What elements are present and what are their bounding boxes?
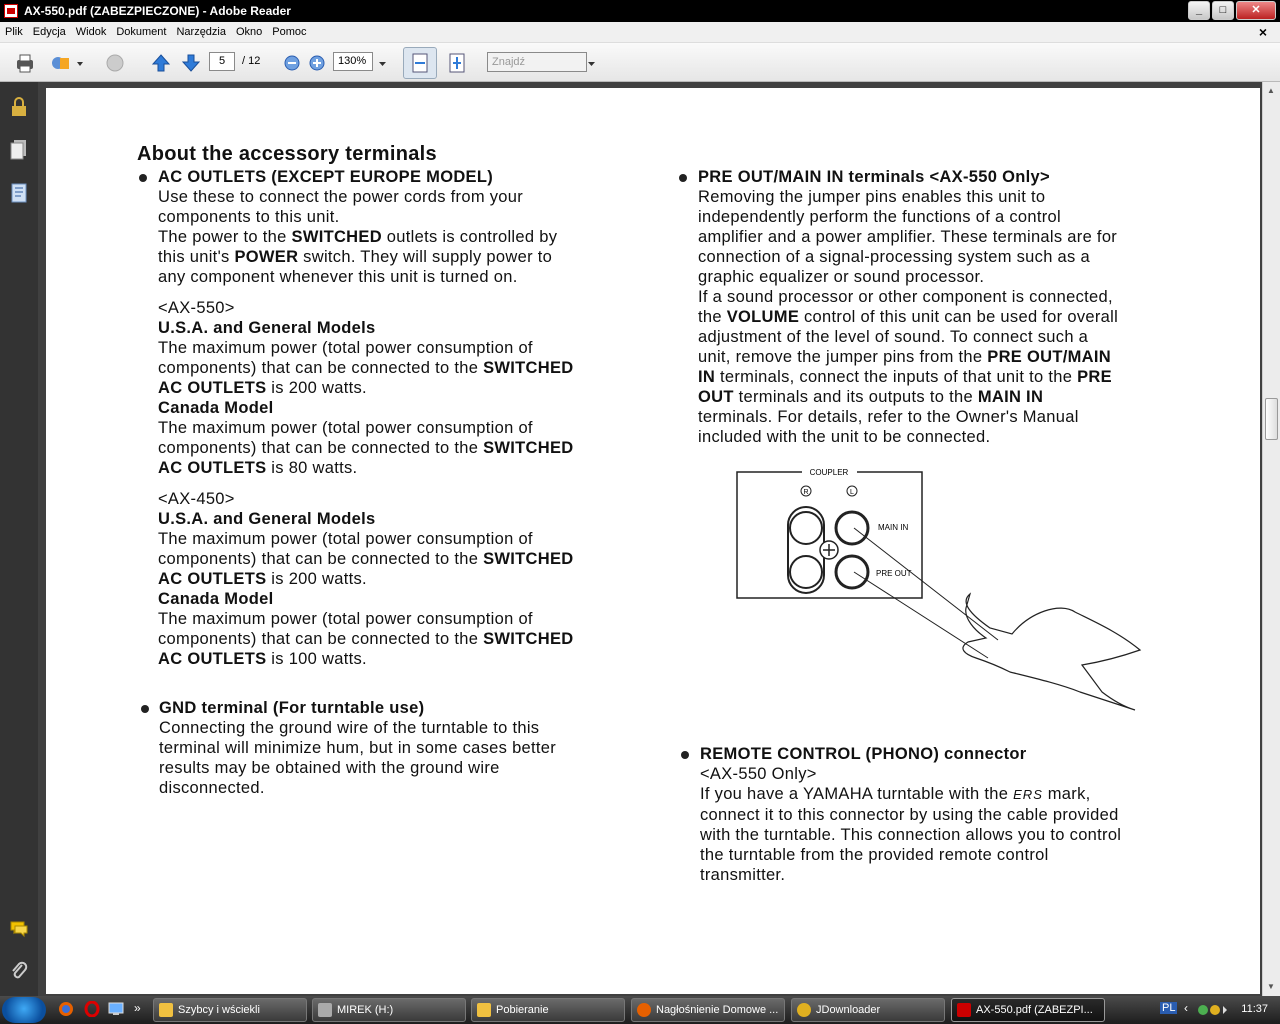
- task-mirek[interactable]: MIREK (H:): [312, 998, 466, 1022]
- tray-icons[interactable]: [1197, 1002, 1231, 1018]
- menu-narzedzia[interactable]: Narzędzia: [176, 26, 226, 38]
- text-line: adjustment of the level of sound. To connect such a: [698, 328, 1089, 346]
- text-line: terminals. For details, refer to the Owner's Manual: [698, 408, 1079, 426]
- firefox-icon: [637, 1003, 651, 1017]
- terminal-diagram: [730, 462, 1170, 712]
- scroll-up-icon[interactable]: ▲: [1267, 86, 1275, 95]
- text-line: amplifier and a power amplifier. These terminals are for: [698, 228, 1118, 246]
- start-button[interactable]: [2, 997, 46, 1023]
- usa-models-label: U.S.A. and General Models: [158, 319, 376, 337]
- scroll-thumb[interactable]: [1265, 398, 1278, 440]
- toolbar: [0, 43, 1280, 82]
- menu-widok[interactable]: Widok: [75, 26, 107, 38]
- text-line: Use these to connect the power cords from your: [158, 188, 524, 206]
- window-title: AX-550.pdf (ZABEZPIECZONE) - Adobe Reader: [24, 4, 291, 18]
- bookmarks-icon[interactable]: [9, 182, 29, 204]
- previous-page-icon[interactable]: [150, 52, 172, 74]
- text-line: Connecting the ground wire of the turntable to this: [159, 719, 540, 737]
- firefox-icon[interactable]: [58, 1001, 74, 1017]
- main-in-label: MAIN IN: [878, 523, 909, 532]
- text-line: The maximum power (total power consumption of: [158, 419, 533, 437]
- text-line: with the turntable. This connection allows you to control: [700, 826, 1122, 844]
- bullet-icon: [139, 174, 147, 182]
- right-channel-label: R: [803, 489, 809, 496]
- zoom-out-icon[interactable]: [284, 52, 300, 74]
- pull-lines: [854, 528, 998, 658]
- zoom-dropdown-icon[interactable]: [378, 52, 388, 74]
- page-number-input[interactable]: 5: [209, 52, 235, 71]
- close-document-button[interactable]: ×: [1258, 24, 1267, 40]
- text-line: The maximum power (total power consumption of: [158, 530, 533, 548]
- text-line: AC OUTLETS is 80 watts.: [158, 459, 358, 477]
- text-line: components) that can be connected to the SWITCHED: [158, 630, 574, 648]
- text-line: The maximum power (total power consumption of: [158, 610, 533, 628]
- canada-model-label: Canada Model: [158, 590, 274, 608]
- pre-out-title: PRE OUT/MAIN IN terminals <AX-550 Only>: [698, 168, 1050, 186]
- tray-expand-icon[interactable]: ‹: [1184, 1001, 1188, 1015]
- pre-out-label: PRE OUT: [876, 569, 912, 578]
- text-line: components) that can be connected to the SWITCHED: [158, 550, 574, 568]
- text-line: connect it to this connector by using the cable provided: [700, 806, 1119, 824]
- text-line: components to this unit.: [158, 208, 340, 226]
- drive-icon: [318, 1003, 332, 1017]
- bullet-icon: [681, 751, 689, 759]
- menu-dokument[interactable]: Dokument: [116, 26, 167, 38]
- quick-launch-overflow[interactable]: »: [134, 1001, 141, 1015]
- fit-width-button[interactable]: [403, 47, 437, 79]
- print-icon[interactable]: [14, 52, 36, 74]
- jack-main-in-r: [790, 512, 822, 544]
- find-dropdown-icon[interactable]: [587, 52, 597, 74]
- zoom-input[interactable]: 130%: [333, 52, 373, 71]
- minimize-button[interactable]: _: [1188, 1, 1210, 20]
- text-line: this unit's POWER switch. They will supply power to: [158, 248, 553, 266]
- folder-icon: [477, 1003, 491, 1017]
- text-line: unit, remove the jumper pins from the PRE OUT/MAIN: [698, 348, 1111, 366]
- ac-outlets-section: [158, 167, 638, 669]
- text-line: transmitter.: [700, 866, 786, 884]
- model-note: <AX-550 Only>: [700, 765, 817, 783]
- remote-control-title: REMOTE CONTROL (PHONO) connector: [700, 745, 1027, 763]
- text-line: the turntable from the provided remote control: [700, 846, 1049, 864]
- text-line: disconnected.: [159, 779, 265, 797]
- ac-outlets-title: AC OUTLETS (EXCEPT EUROPE MODEL): [158, 168, 494, 186]
- gnd-terminal-title: GND terminal (For turntable use): [159, 699, 425, 717]
- comments-icon[interactable]: [9, 918, 29, 940]
- model-ax550-label: <AX-550>: [158, 299, 235, 317]
- task-naglosnienie[interactable]: Nagłośnienie Domowe ...: [631, 998, 785, 1022]
- usa-models-label: U.S.A. and General Models: [158, 510, 376, 528]
- coupler-label: COUPLER: [809, 468, 849, 477]
- find-input[interactable]: Znajdź: [487, 52, 587, 72]
- text-line: any component whenever this unit is turned on.: [158, 268, 518, 286]
- zoom-in-icon[interactable]: [309, 52, 325, 74]
- window-controls: [1188, 1, 1276, 20]
- text-line: connection of a signal-processing system such as a: [698, 248, 1090, 266]
- text-line: If a sound processor or other component is connected,: [698, 288, 1113, 306]
- text-line: results may be obtained with the ground wire: [159, 759, 500, 777]
- model-ax450-label: <AX-450>: [158, 490, 235, 508]
- text-line: terminal will minimize hum, but in some cases better: [159, 739, 557, 757]
- attachments-icon[interactable]: [9, 960, 29, 982]
- menu-edycja[interactable]: Edycja: [32, 26, 66, 38]
- text-line: included with the unit to be connected.: [698, 428, 991, 446]
- text-line: The power to the SWITCHED outlets is controlled by: [158, 228, 558, 246]
- task-adobe-reader[interactable]: AX-550.pdf (ZABEZPI...: [951, 998, 1105, 1022]
- text-line: AC OUTLETS is 200 watts.: [158, 570, 367, 588]
- jack-main-in-l: [836, 512, 868, 544]
- navigation-sidebar: [0, 82, 38, 996]
- text-line: OUT terminals and its outputs to the MAIN IN: [698, 388, 1044, 406]
- next-page-icon[interactable]: [180, 52, 202, 74]
- menu-plik[interactable]: Plik: [5, 26, 23, 38]
- page-heading: About the accessory terminals: [137, 143, 437, 165]
- text-line: AC OUTLETS is 200 watts.: [158, 379, 367, 397]
- task-pobieranie[interactable]: Pobieranie: [471, 998, 625, 1022]
- show-desktop-icon[interactable]: [108, 1001, 124, 1017]
- pages-icon[interactable]: [9, 138, 29, 160]
- text-line: Removing the jumper pins enables this unit to: [698, 188, 1046, 206]
- text-line: AC OUTLETS is 100 watts.: [158, 650, 367, 668]
- left-channel-label: L: [850, 489, 854, 496]
- text-line: the VOLUME control of this unit can be used for overall: [698, 308, 1119, 326]
- fit-page-icon[interactable]: [446, 52, 468, 74]
- pre-out-section: [698, 167, 1198, 447]
- adobe-reader-icon: [957, 1003, 971, 1017]
- folder-icon: [159, 1003, 173, 1017]
- jack-pre-out-r: [790, 556, 822, 588]
- menu-bar: [0, 22, 1280, 43]
- chevron-down-icon[interactable]: [76, 52, 84, 74]
- task-szybcy[interactable]: Szybcy i wściekli: [153, 998, 307, 1022]
- maximize-button[interactable]: □: [1212, 1, 1234, 20]
- hand-illustration: [963, 594, 1140, 710]
- text-line: The maximum power (total power consumption of: [158, 339, 533, 357]
- bullet-icon: [679, 174, 687, 182]
- text-line: If you have a YAMAHA turntable with the ERS mark,: [700, 785, 1091, 803]
- text-line: graphic equalizer or sound processor.: [698, 268, 985, 286]
- text-line: components) that can be connected to the SWITCHED: [158, 439, 574, 457]
- menu-pomoc[interactable]: Pomoc: [272, 26, 307, 38]
- fit-width-icon: [411, 52, 429, 74]
- opera-icon[interactable]: [84, 1001, 100, 1017]
- clock[interactable]: 11:37: [1241, 1003, 1268, 1015]
- title-bar: [0, 0, 1280, 22]
- bullet-icon: [141, 705, 149, 713]
- language-indicator[interactable]: PL: [1162, 1002, 1176, 1014]
- tools-icon[interactable]: [50, 52, 72, 74]
- ers-mark-icon: ERS: [1013, 787, 1043, 802]
- adobe-reader-icon: [4, 4, 18, 18]
- task-jdownloader[interactable]: JDownloader: [791, 998, 945, 1022]
- text-line: IN terminals, connect the inputs of that unit to the PRE: [698, 368, 1112, 386]
- menu-okno[interactable]: Okno: [236, 26, 263, 38]
- jack-pre-out-l: [836, 556, 868, 588]
- text-line: independently perform the functions of a control: [698, 208, 1061, 226]
- taskbar: [0, 996, 1280, 1024]
- gnd-terminal-section: [159, 698, 639, 798]
- scroll-down-icon[interactable]: ▼: [1267, 982, 1275, 991]
- collaborate-icon[interactable]: [104, 52, 126, 74]
- jdownloader-icon: [797, 1003, 811, 1017]
- close-button[interactable]: ✕: [1236, 1, 1276, 20]
- terminal-panel: [737, 472, 922, 598]
- text-line: components) that can be connected to the SWITCHED: [158, 359, 574, 377]
- vertical-scrollbar[interactable]: [1262, 82, 1280, 996]
- jumper-pin: [788, 507, 824, 593]
- canada-model-label: Canada Model: [158, 399, 274, 417]
- page-total: / 12: [242, 55, 261, 67]
- remote-control-section: [700, 744, 1200, 885]
- lock-icon[interactable]: [9, 96, 29, 118]
